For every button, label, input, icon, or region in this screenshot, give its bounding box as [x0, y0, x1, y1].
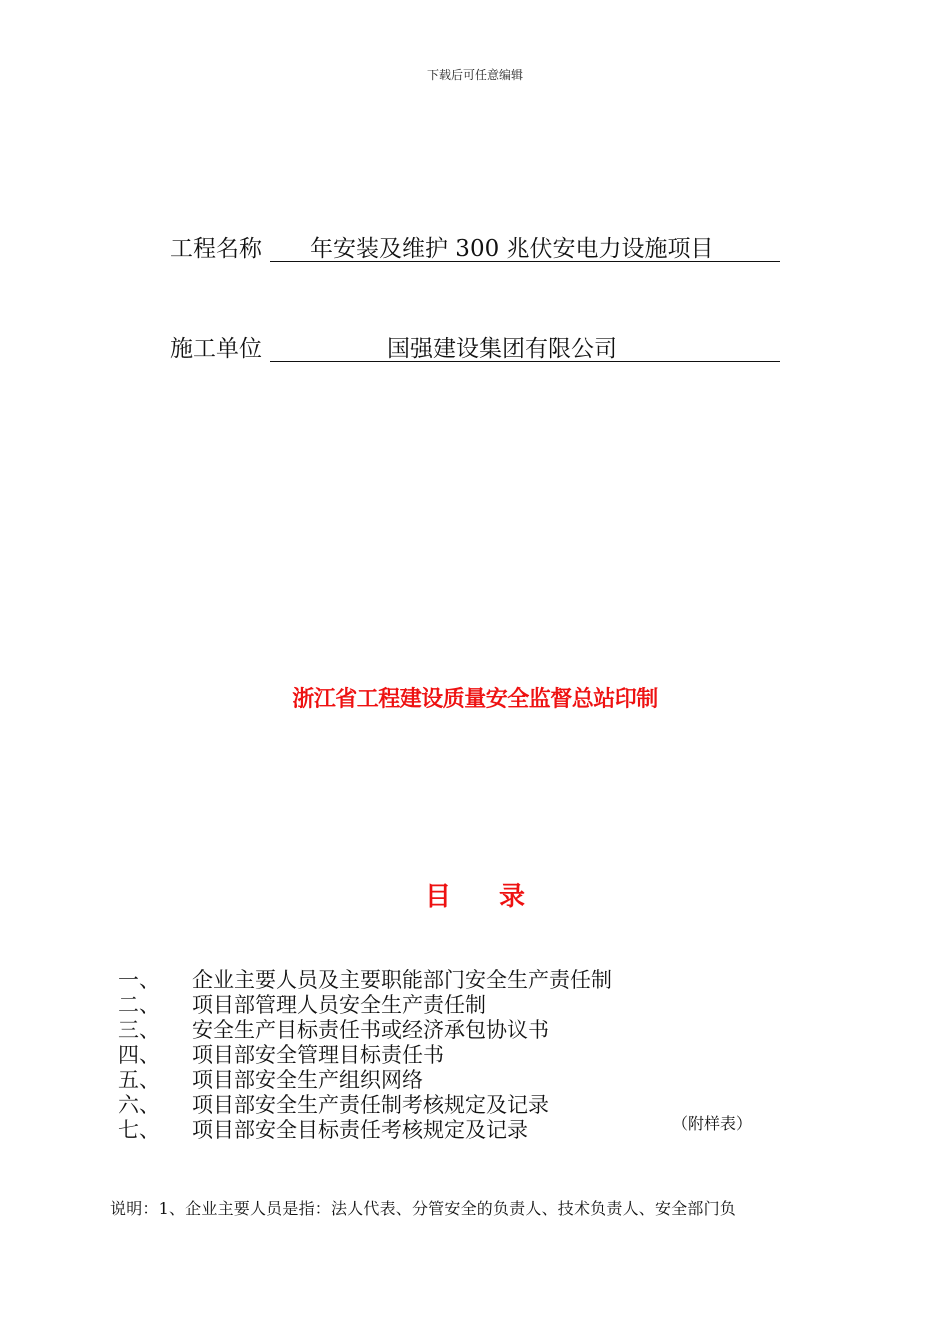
publisher-line: 浙江省工程建设质量安全监督总站印制	[292, 687, 658, 712]
toc-item-text: 项目部管理人员安全生产责任制	[192, 993, 486, 1017]
footnote: 说明：1、企业主要人员是指：法人代表、分管安全的负责人、技术负责人、安全部门负	[110, 1199, 736, 1218]
toc-item-text: 项目部安全生产责任制考核规定及记录	[192, 1093, 549, 1117]
construction-unit-field	[170, 332, 780, 366]
toc-title-right: 录	[499, 882, 526, 912]
toc-item-number: 六、	[118, 1093, 160, 1117]
toc-item-text: 项目部安全管理目标责任书	[192, 1043, 444, 1067]
toc-item-number: 四、	[118, 1043, 160, 1067]
toc-item-text: 安全生产目标责任书或经济承包协议书	[192, 1018, 549, 1042]
toc-item-text: 项目部安全生产组织网络	[192, 1068, 423, 1092]
toc-item-number: 三、	[118, 1018, 160, 1042]
toc-item	[118, 1068, 818, 1093]
project-name-value: 年安装及维护 300 兆伏安电力设施项目	[310, 236, 714, 262]
toc-item-number: 二、	[118, 993, 160, 1017]
toc-item	[118, 993, 818, 1018]
toc-item	[118, 968, 818, 993]
toc-item-number: 五、	[118, 1068, 160, 1092]
project-name-label: 工程名称	[170, 236, 262, 262]
header-note: 下载后可任意编辑	[426, 68, 523, 82]
appendix-note: （附样表）	[672, 1114, 753, 1133]
construction-unit-label: 施工单位	[170, 336, 262, 362]
toc-title-left: 目	[424, 882, 451, 912]
project-name-field	[170, 232, 780, 266]
toc-title	[0, 876, 950, 913]
toc-item	[118, 1043, 818, 1068]
toc-item-text: 项目部安全目标责任考核规定及记录	[192, 1118, 528, 1142]
construction-unit-value: 国强建设集团有限公司	[387, 336, 617, 362]
toc-item-text: 企业主要人员及主要职能部门安全生产责任制	[192, 968, 612, 992]
toc-item-number: 一、	[118, 968, 160, 992]
toc-item-number: 七、	[118, 1118, 160, 1142]
toc-item	[118, 1018, 818, 1043]
